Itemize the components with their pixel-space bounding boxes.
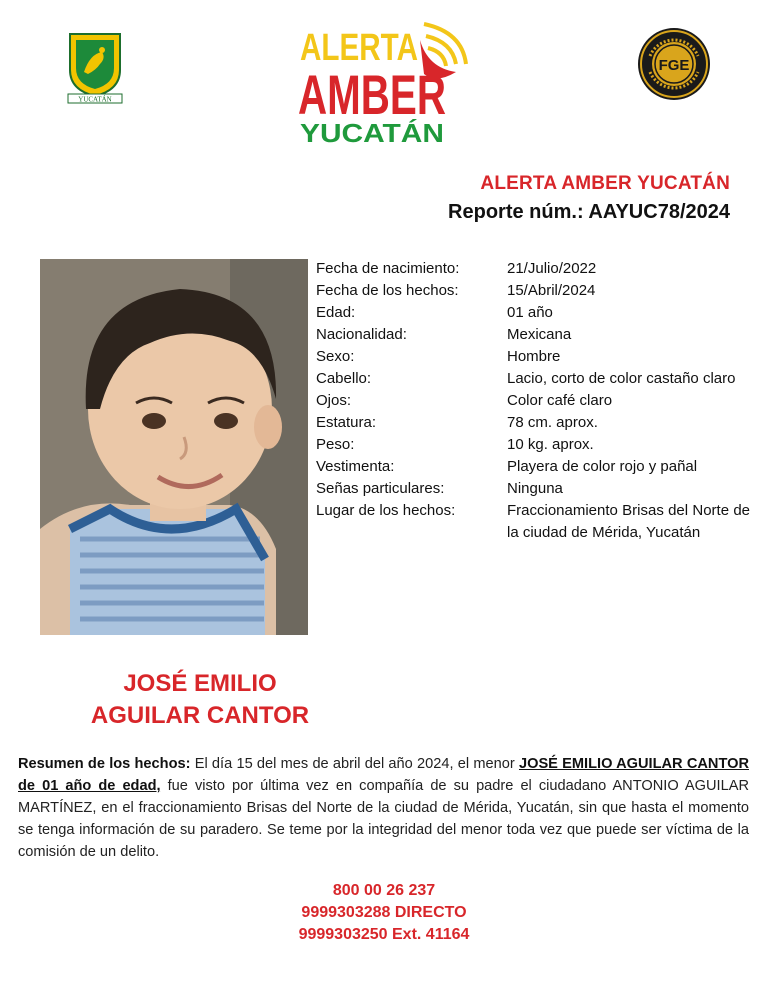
svg-text:ALERTA: ALERTA <box>300 27 418 69</box>
summary-text-2: fue visto por última vez en compañía de su padre el ciudadano ANTONIO AGUILAR MARTÍNEZ, en el fraccionamiento Brisas del Norte de la ciudad de Mérida, Yucatán, sin que hasta el momento se tenga información de su paradero. Se teme por la integridad del menor toda vez que puede ser víctima de la comisión de un delito. <box>18 778 749 860</box>
contact-extension: 9999303250 Ext. 41164 <box>298 926 470 943</box>
detail-row <box>316 434 750 456</box>
detail-row <box>316 302 750 324</box>
summary-label: Resumen de los hechos: <box>18 756 191 772</box>
alerta-amber-logo <box>296 18 468 148</box>
detail-value: Color café claro <box>507 392 613 409</box>
detail-row <box>316 368 750 390</box>
child-name-line2: AGUILAR CANTOR <box>90 702 310 729</box>
detail-row <box>316 280 750 302</box>
detail-label: Nacionalidad: <box>316 326 407 343</box>
summary-emphasis: JOSÉ EMILIO AGUILAR CANTOR de 01 año de edad, <box>18 756 749 794</box>
child-name-line1: JOSÉ EMILIO <box>123 670 277 697</box>
detail-value: 21/Julio/2022 <box>507 260 597 277</box>
detail-label: Cabello: <box>316 370 372 387</box>
detail-label: Fecha de nacimiento: <box>316 260 460 277</box>
detail-label: Edad: <box>316 304 356 321</box>
detail-row <box>316 346 750 368</box>
detail-value: Fraccionamiento Brisas del Norte de la ciudad de Mérida, Yucatán <box>507 502 750 541</box>
detail-label: Vestimenta: <box>316 458 395 475</box>
detail-value: Lacio, corto de color castaño claro <box>507 370 736 387</box>
facts-summary <box>18 753 749 863</box>
detail-row <box>316 478 750 500</box>
detail-row <box>316 390 750 412</box>
detail-value: 15/Abril/2024 <box>507 282 596 299</box>
detail-label: Estatura: <box>316 414 377 431</box>
detail-value: 78 cm. aprox. <box>507 414 598 431</box>
detail-row <box>316 324 750 346</box>
detail-row <box>316 500 750 544</box>
summary-text-1: El día 15 del mes de abril del año 2024, el menor <box>190 756 519 772</box>
detail-label: Fecha de los hechos: <box>316 282 459 299</box>
detail-label: Ojos: <box>316 392 352 409</box>
detail-value: 01 año <box>507 304 553 321</box>
detail-row <box>316 412 750 434</box>
svg-text:AMBER: AMBER <box>298 63 446 126</box>
child-photo <box>40 259 308 635</box>
missing-person-details <box>316 258 750 544</box>
child-name <box>40 668 360 732</box>
detail-value: Mexicana <box>507 326 572 343</box>
report-number: Reporte núm.: AAYUC78/2024 <box>448 201 730 223</box>
svg-text:YUCATÁN: YUCATÁN <box>300 118 444 148</box>
detail-label: Señas particulares: <box>316 480 445 497</box>
detail-value: Hombre <box>507 348 561 365</box>
detail-row <box>316 456 750 478</box>
svg-text:YUCATÁN: YUCATÁN <box>78 95 112 104</box>
yucatan-coat-of-arms <box>66 30 124 104</box>
contact-toll-free: 800 00 26 237 <box>332 882 436 899</box>
detail-value: Ninguna <box>507 480 563 497</box>
detail-row <box>316 258 750 280</box>
child-photo-illustration <box>40 259 308 635</box>
svg-text:FGE: FGE <box>658 57 690 74</box>
contact-direct: 9999303288 DIRECTO <box>301 904 467 921</box>
detail-label: Sexo: <box>316 348 355 365</box>
detail-value: 10 kg. aprox. <box>507 436 594 453</box>
detail-label: Lugar de los hechos: <box>316 502 456 519</box>
detail-label: Peso: <box>316 436 355 453</box>
report-title: ALERTA AMBER YUCATÁN <box>480 173 730 194</box>
contact-numbers <box>0 880 768 946</box>
fge-seal <box>636 26 712 102</box>
detail-value: Playera de color rojo y pañal <box>507 458 698 475</box>
